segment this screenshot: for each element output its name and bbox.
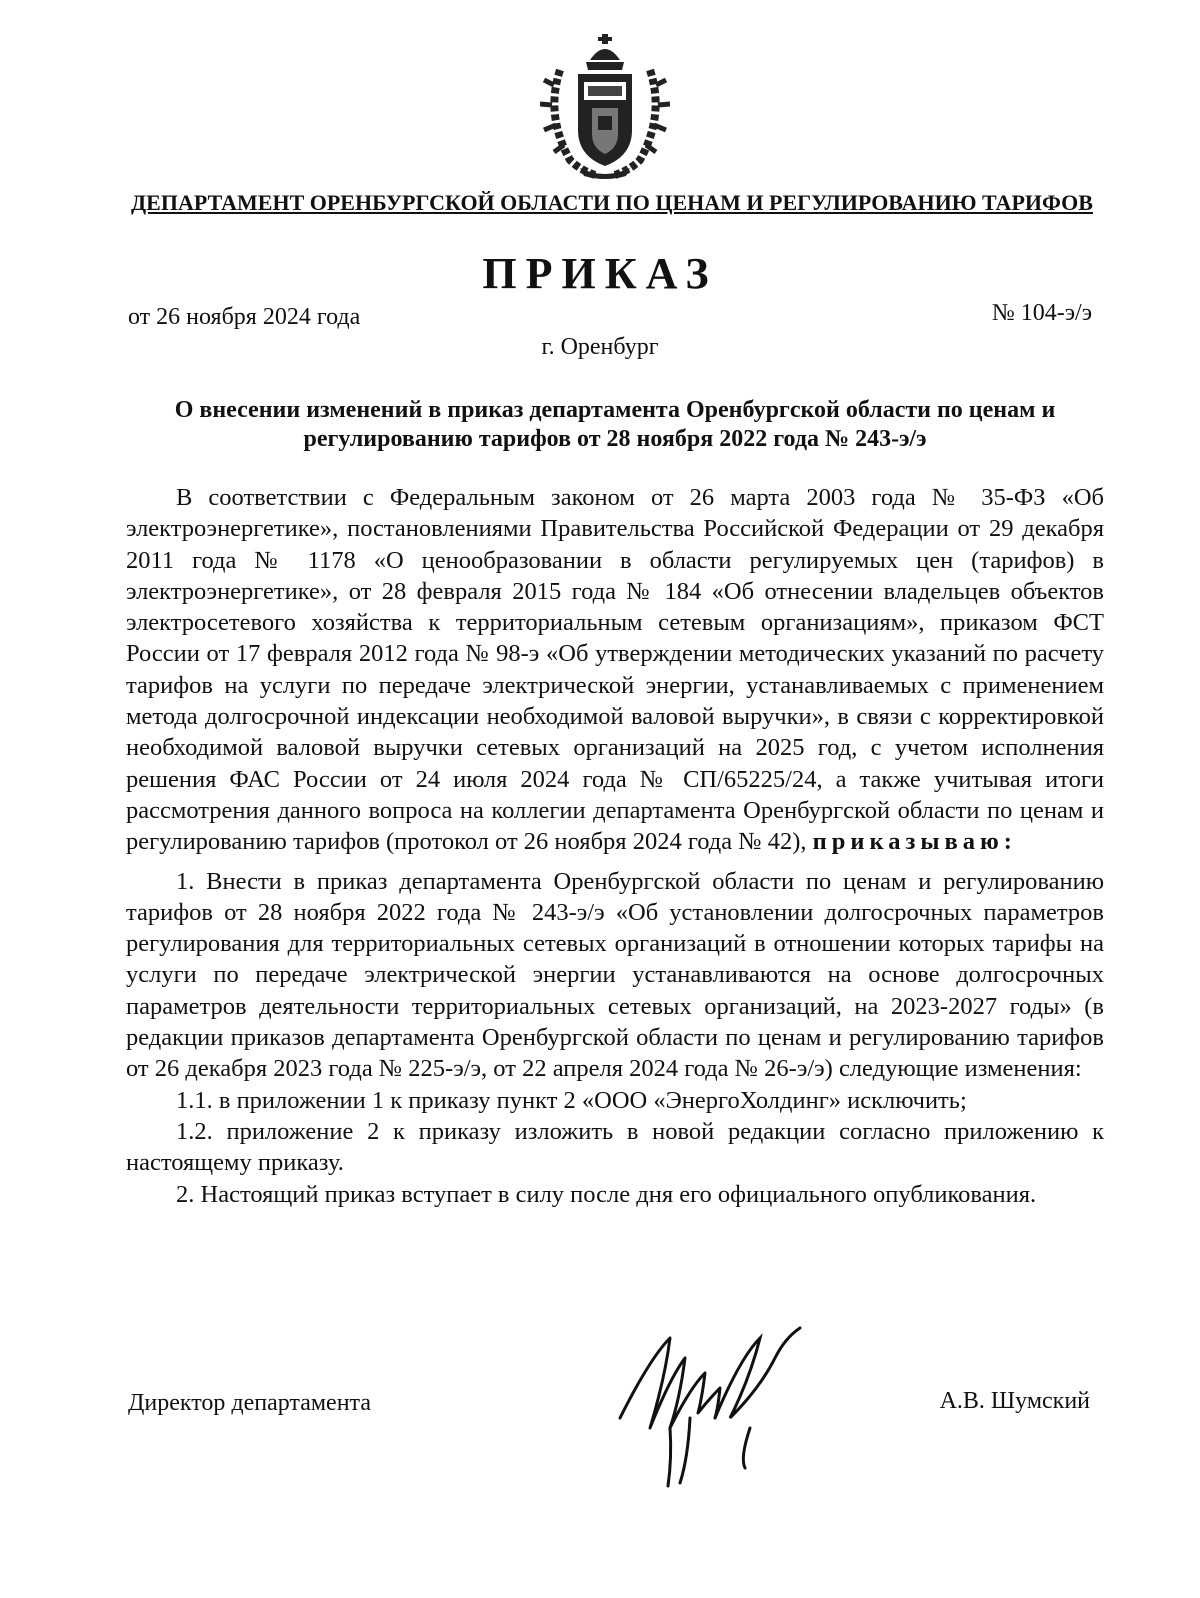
decree-word: приказываю:	[812, 828, 1017, 856]
handwritten-signature	[610, 1318, 810, 1490]
preamble-paragraph	[126, 482, 1104, 858]
department-name: ДЕПАРТАМЕНТ ОРЕНБУРГСКОЙ ОБЛАСТИ ПО ЦЕНАМ И РЕГУЛИРОВАНИЮ ТАРИФОВ	[131, 190, 1093, 215]
signatory-name: А.В. Шумский	[939, 1388, 1090, 1414]
document-body	[126, 482, 1104, 1210]
order-date: от 26 ноября 2024 года	[128, 304, 361, 330]
signatory-position: Директор департамента	[128, 1390, 371, 1416]
order-number: № 104-э/э	[991, 300, 1092, 326]
document-title: ПРИКАЗ	[482, 249, 718, 298]
item-2: 2. Настоящий приказ вступает в силу после дня его официального опубликования.	[176, 1180, 1037, 1208]
order-subject: О внесении изменений в приказ департамента Оренбургской области по ценам и регулированию тарифов от 28 ноября 2022 года № 243-э/э	[174, 397, 1056, 452]
preamble-text: В соответствии с Федеральным законом от 26 марта 2003 года № 35-ФЗ «Об электроэнергетике», постановлениями Правительства Российской Федерации от 29 декабря 2011 года № 1178 «О ценообразовании в области регулируемых цен (тарифов) в электроэнергетике», от 28 февраля 2015 года № 184 «Об отнесении владельцев объектов электросетевого хозяйства к территориальным сетевым организациям», приказом ФСТ России от 17 февраля 2012 года № 98-э «Об утверждении методических указаний по расчету тарифов на услуги по передаче электрической энергии, устанавливаемых с применением метода долгосрочной индексации необходимой валовой выручки», в связи с корректировкой необходимой валовой выручки сетевых организаций на 2025 год, с учетом исполнения решения ФАС России от 24 июля 2024 года № СП/65225/24, а также учитывая итоги рассмотрения данного вопроса на коллегии департамента Оренбургской области по ценам и регулированию тарифов (протокол от 26 ноября 2024 года № 42),	[126, 484, 1104, 856]
coat-of-arms-icon	[540, 30, 670, 180]
item-1: 1. Внести в приказ департамента Оренбургской области по ценам и регулированию тарифов от 28 ноября 2022 года № 243-э/э «Об установлении долгосрочных параметров регулирования для территориальных сетевых организаций в отношении которых тарифы на услуги по передаче электрической энергии устанавливаются на основе долгосрочных параметров деятельности территориальных сетевых организаций, на 2023-2027 годы» (в редакции приказов департамента Оренбургской области по ценам и регулированию тарифов от 26 декабря 2023 года № 225-э/э, от 22 апреля 2024 года № 26-э/э) следующие изменения:	[126, 867, 1104, 1083]
item-1-1: 1.1. в приложении 1 к приказу пункт 2 «ООО «ЭнергоХолдинг» исключить;	[176, 1086, 967, 1114]
order-city: г. Оренбург	[541, 334, 659, 360]
item-1-2: 1.2. приложение 2 к приказу изложить в новой редакции согласно приложению к настоящему приказу.	[126, 1117, 1104, 1177]
